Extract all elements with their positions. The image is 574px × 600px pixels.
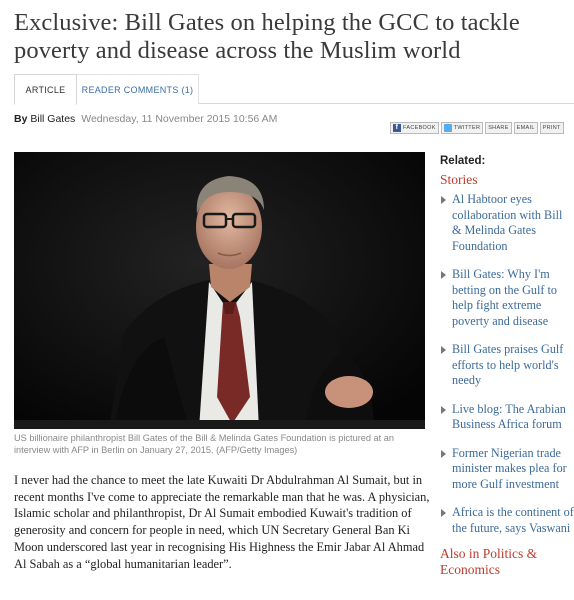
email-button[interactable] — [514, 122, 538, 134]
related-title: Related: — [440, 155, 486, 167]
article-photo — [14, 152, 425, 429]
tab-article[interactable]: ARTICLE — [14, 74, 77, 105]
twitter-label: TWITTER — [453, 125, 481, 131]
story-list — [440, 192, 574, 536]
story-link[interactable] — [440, 505, 574, 536]
byline — [14, 113, 277, 125]
story-link[interactable] — [440, 267, 574, 329]
facebook-label: FACEBOOK — [403, 125, 436, 131]
photo-caption: US billionaire philanthropist Bill Gates of the Bill & Melinda Gates Foundation is pictured at an interview with AFP in Berlin on January 27, 2015. (AFP/Getty Images) — [14, 433, 394, 455]
also-in-section-title: Also in Politics & Economics — [440, 546, 538, 577]
print-button[interactable] — [540, 122, 564, 134]
publish-date: Wednesday, 11 November 2015 10:56 AM — [81, 113, 278, 125]
twitter-icon — [444, 124, 452, 132]
story-title: Africa is the continent of the future, says Vaswani — [452, 505, 574, 535]
story-title: Former Nigerian trade minister makes plea for more Gulf investment — [452, 445, 567, 491]
share-bar — [390, 122, 564, 134]
facebook-icon: f — [393, 124, 401, 132]
triangle-right-icon — [441, 406, 446, 414]
twitter-share-button[interactable] — [441, 122, 484, 134]
facebook-share-button[interactable] — [390, 122, 439, 134]
stories-title: Stories — [440, 172, 478, 187]
author-name[interactable]: Bill Gates — [30, 113, 76, 125]
tab-reader-comments[interactable]: READER COMMENTS (1) — [77, 74, 199, 104]
story-title: Bill Gates: Why I'm betting on the Gulf to help fight extreme poverty and disease — [452, 267, 557, 328]
article-body: I never had the chance to meet the late Kuwaiti Dr Abdulrahman Al Sumait, but in recent months I've come to appreciate the remarkable man that he was. A physician, Islamic scholar and philanthropist, Dr Al Sumait embodied Kuwait's tradition of generosity and concern for people in need, which UN Secretary General Ban Ki Moon underscored last year in recognising His Highness the Emir Jabar Al Ahmad Al Sabah as a “global humanitarian leader”. — [14, 473, 430, 571]
story-title: Bill Gates praises Gulf efforts to help world's needy — [452, 342, 564, 387]
story-link[interactable] — [440, 402, 574, 433]
byline-prefix: By — [14, 113, 28, 125]
share-button[interactable] — [485, 122, 511, 134]
triangle-right-icon — [441, 346, 446, 354]
portrait-illustration — [14, 152, 425, 429]
story-link[interactable] — [440, 446, 574, 493]
story-title: Live blog: The Arabian Business Africa forum — [452, 401, 566, 431]
story-link[interactable] — [440, 192, 574, 254]
email-label: EMAIL — [516, 125, 535, 131]
triangle-right-icon — [441, 509, 446, 517]
triangle-right-icon — [441, 196, 446, 204]
triangle-right-icon — [441, 271, 446, 279]
article-headline: Exclusive: Bill Gates on helping the GCC to tackle poverty and disease across the Muslim world — [14, 9, 520, 64]
triangle-right-icon — [441, 450, 446, 458]
story-title: Al Habtoor eyes collaboration with Bill & Melinda Gates Foundation — [452, 192, 563, 253]
related-sidebar — [440, 155, 574, 578]
article-tabs — [14, 74, 574, 104]
share-label: SHARE — [488, 125, 509, 131]
story-link[interactable] — [440, 342, 574, 389]
print-label: PRINT — [542, 125, 561, 131]
